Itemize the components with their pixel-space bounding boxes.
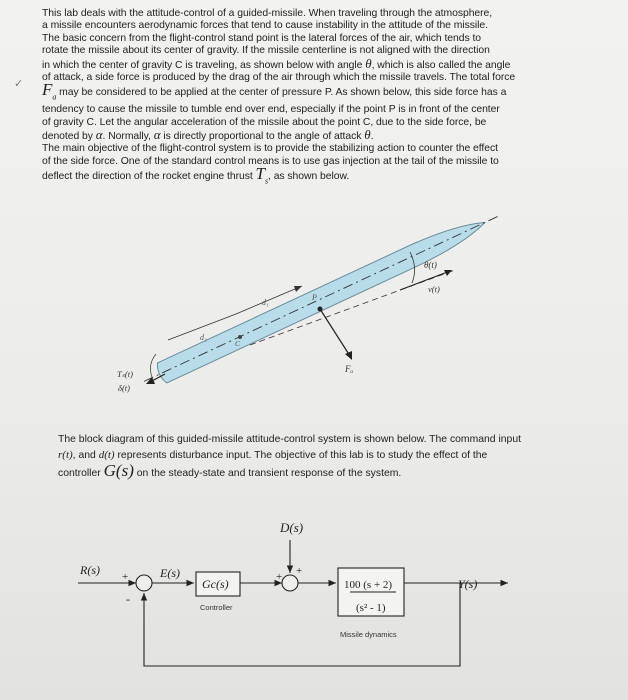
margin-checkmark: ✓ <box>14 78 24 90</box>
d1-label: d₁ <box>262 298 269 307</box>
text-line: The block diagram of this guided-missile attitude-control system is shown below. The command input <box>58 434 521 445</box>
side-force-label: Fₐ <box>345 364 354 374</box>
text-line: rotate the missile about its center of gravity. If the missile centerline is not aligned with the direction <box>42 45 490 57</box>
summing-junction-1 <box>136 575 152 591</box>
plant-denominator: (s² - 1) <box>356 602 386 614</box>
d2-label: d₂ <box>200 333 207 342</box>
thrust-symbol: $T_s$ <box>255 164 269 186</box>
text-line: $F_a$ may be considered to be applied at the center of pressure P. As shown below, this side force has a <box>42 80 507 102</box>
text-line: controller G(s) on the steady-state and transient response of the system. <box>58 461 402 480</box>
input-label: R(s) <box>80 563 100 577</box>
alpha-symbol: α <box>95 127 103 143</box>
text-line: of the side force. One of the standard control means is to use gas injection at the tail of the missile to <box>42 155 499 167</box>
theta-symbol: θ <box>365 55 372 71</box>
plant-caption: Missile dynamics <box>340 630 397 639</box>
text-line: deflect the direction of the rocket engine thrust $T_s$, as shown below. <box>42 164 350 186</box>
feedback-path <box>144 583 460 666</box>
minus-sign: - <box>126 592 130 606</box>
error-label: E(s) <box>160 566 180 580</box>
theta-symbol: θ <box>364 127 371 143</box>
output-label: Y(s) <box>458 577 478 591</box>
text-line: a missile encounters aerodynamic forces that tend to cause instability in the attitude of the missile. <box>42 20 488 32</box>
text-line: tendency to cause the missile to tumble end over end, especially if the point P is in front of the center <box>42 104 500 116</box>
plus-sign: + <box>276 571 283 583</box>
plus-sign: + <box>122 571 129 583</box>
plant-numerator: 100 (s + 2) <box>344 579 393 591</box>
velocity-label: v(t) <box>428 284 440 294</box>
text-line: This lab deals with the attitude-control of a guided-missile. When traveling through the atmosphere, <box>42 8 493 19</box>
gravity-label: C <box>235 339 241 348</box>
text-line: of gravity C. Let the angular acceleration of the missile about the point C, due to the side force, be <box>42 116 487 128</box>
text-line: r(t), and d(t) represents disturbance input. The objective of this lab is to study the effect of the <box>58 448 488 461</box>
text-line: The basic concern from the flight-control stand point is the lateral forces of the air, which tends to <box>42 32 482 44</box>
theta-label: θ(t) <box>424 260 437 270</box>
pressure-label: P <box>312 293 317 302</box>
text-line: The main objective of the flight-control system is to provide the stabilizing action to counter the effect <box>42 143 498 155</box>
plus-sign: + <box>296 565 303 577</box>
summing-junction-2 <box>282 575 298 591</box>
disturbance-label: D(s) <box>280 520 304 535</box>
controller-label: Gc(s) <box>202 577 229 591</box>
delta-label: δ(t) <box>118 383 130 393</box>
thrust-label: Tₛ(t) <box>117 369 133 379</box>
text-line: in which the center of gravity C is traveling, as shown below with angle θ, which is also called the angle <box>42 55 511 71</box>
controller-caption: Controller <box>200 603 233 612</box>
text-line: denoted by α. Normally, α is directly proportional to the angle of attack θ. <box>42 127 374 143</box>
force-symbol: $F_a$ <box>42 80 57 102</box>
alpha-symbol: α <box>153 127 161 143</box>
text-line: of attack, a side force is produced by the drag of the air through which the missile travels. The total force <box>42 72 516 84</box>
